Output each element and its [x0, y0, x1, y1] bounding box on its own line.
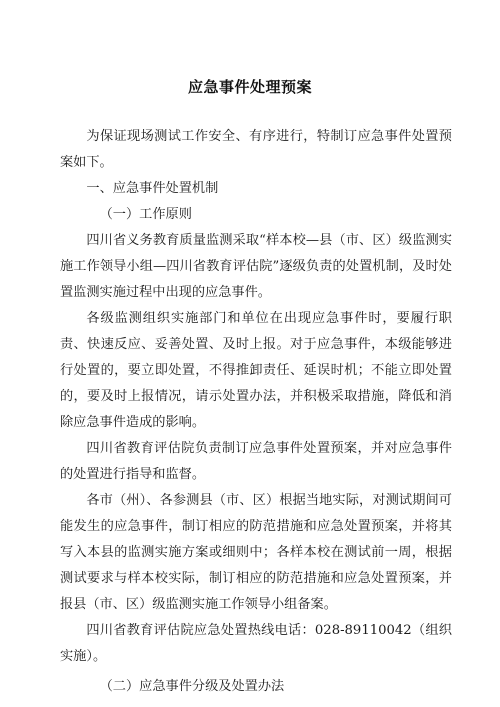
paragraph-2: 各级监测组织实施部门和单位在出现应急事件时，要履行职责、快速反应、妥善处置、及时上报。对于应急事件，本级能够进行处置的，要立即处置，不得推卸责任、延误时机；不能立即处置的，要及时上报情况，请示处置办法，并积极采取措施，降低和消除应急事件造成的影响。	[60, 311, 452, 430]
intro-paragraph: 为保证现场测试工作安全、有序进行，特制订应急事件处置预案如下。	[60, 129, 452, 170]
paragraph-3: 四川省教育评估院负责制订应急事件处置预案，并对应急事件的处置进行指导和监督。	[60, 441, 452, 482]
paragraph-5: 四川省教育评估院应急处置热线电话：028-89110042（组织实施）。	[60, 623, 452, 664]
subsection-heading-2: （二）应急事件分级及处置办法	[99, 679, 285, 694]
section-heading-1: 一、应急事件处置机制	[86, 181, 219, 196]
document-title: 应急事件处理预案	[187, 78, 312, 96]
paragraph-1: 四川省义务教育质量监测采取“样本校—县（市、区）级监测实施工作领导小组—四川省教育评估院”逐级负责的处置机制，及时处置监测实施过程中出现的应急事件。	[60, 233, 452, 300]
subsection-heading-1: （一）工作原则	[99, 207, 192, 222]
document-body	[60, 124, 452, 700]
paragraph-4: 各市（州）、各参测县（市、区）根据当地实际，对测试期间可能发生的应急事件，制订相应的防范措施和应急处置预案，并将其写入本县的监测实施方案或细则中；各样本校在测试前一周，根据测试要求与样本校实际，制订相应的防范措施和应急处置预案，并报县（市、区）级监测实施工作领导小组备案。	[60, 493, 452, 612]
